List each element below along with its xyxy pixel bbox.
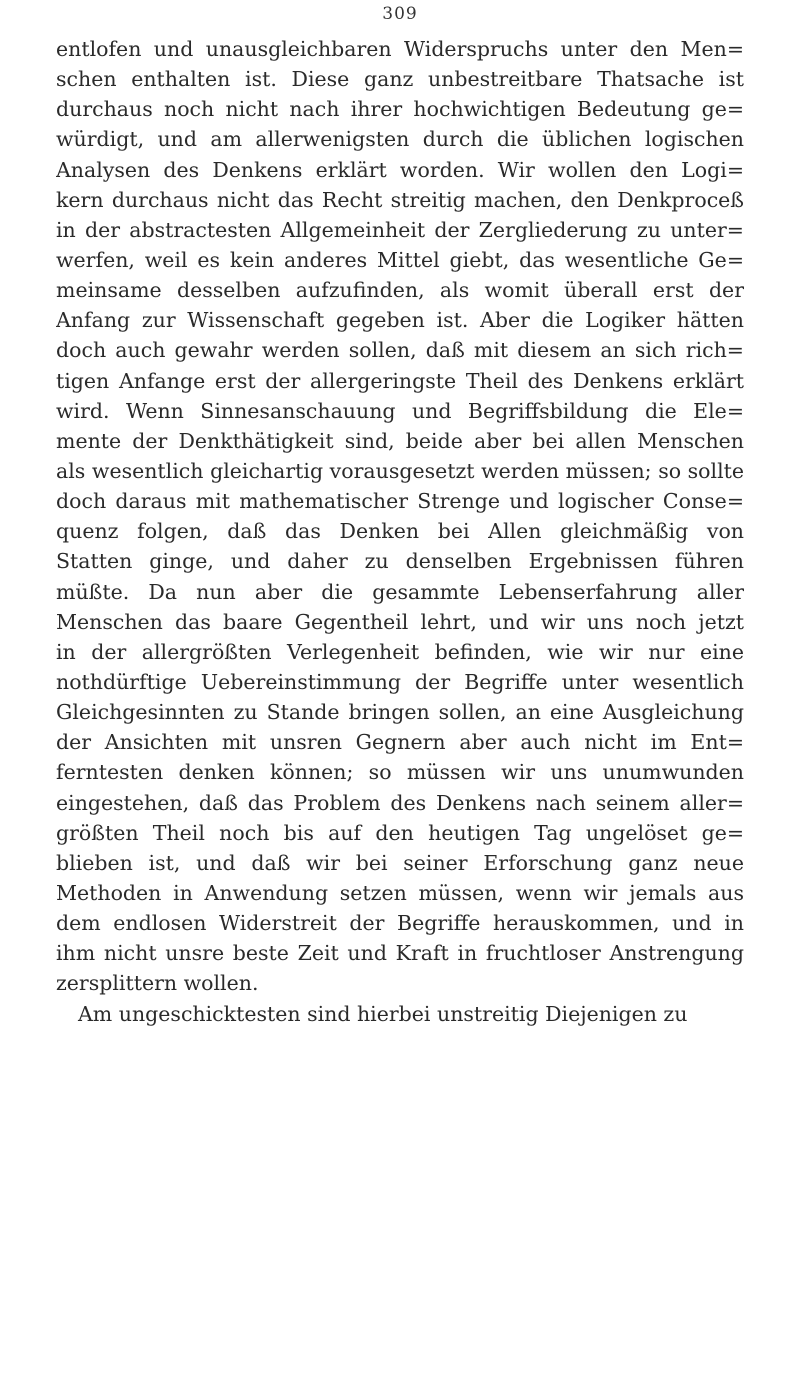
text-line: Gleichgesinnten zu Stande bringen sollen, an eine Ausgleichung bbox=[56, 700, 744, 725]
text-line: eingestehen, daß das Problem des Denkens nach seinem aller= bbox=[56, 790, 744, 815]
text-line: doch auch gewahr werden sollen, daß mit diesem an sich rich= bbox=[56, 338, 744, 363]
text-line: der Ansichten mit unsren Gegnern aber auch nicht im Ent= bbox=[56, 730, 744, 755]
text-line: in der abstractesten Allgemeinheit der Zergliederung zu unter= bbox=[56, 217, 744, 242]
text-line: zersplittern wollen. bbox=[56, 971, 259, 996]
text-line: Anfang zur Wissenschaft gegeben ist. Aber die Logiker hätten bbox=[56, 308, 744, 333]
page-number: 309 bbox=[382, 4, 418, 24]
text-line: ferntesten denken können; so müssen wir uns unumwunden bbox=[56, 760, 744, 785]
text-line: blieben ist, und daß wir bei seiner Erforschung ganz neue bbox=[56, 850, 744, 875]
body-text bbox=[56, 34, 744, 1029]
text-line: größten Theil noch bis auf den heutigen Tag ungelöset ge= bbox=[56, 820, 744, 845]
text-line: in der allergrößten Verlegenheit befinden, wie wir nur eine bbox=[56, 639, 744, 664]
text-line: mente der Denkthätigkeit sind, beide aber bei allen Menschen bbox=[56, 428, 744, 453]
text-line: entlofen und unausgleichbaren Widerspruchs unter den Men= bbox=[56, 37, 744, 61]
text-line: doch daraus mit mathematischer Strenge und logischer Conse= bbox=[56, 489, 744, 514]
text-line: nothdürftige Uebereinstimmung der Begriffe unter wesentlich bbox=[56, 669, 744, 694]
text-line: Methoden in Anwendung setzen müssen, wenn wir jemals aus bbox=[56, 880, 744, 905]
text-line: als wesentlich gleichartig vorausgesetzt werden müssen; so sollte bbox=[56, 458, 744, 483]
text-line: Analysen des Denkens erklärt worden. Wir wollen den Logi= bbox=[56, 157, 744, 182]
text-line: Am ungeschicktesten sind hierbei unstreitig Diejenigen zu bbox=[78, 1001, 688, 1026]
text-line: quenz folgen, daß das Denken bei Allen gleichmäßig von bbox=[56, 519, 744, 544]
text-line: werfen, weil es kein anderes Mittel giebt, das wesentliche Ge= bbox=[56, 247, 744, 272]
text-line: Statten ginge, und daher zu denselben Ergebnissen führen bbox=[56, 549, 744, 574]
text-line: kern durchaus nicht das Recht streitig machen, den Denkproceß bbox=[56, 187, 744, 212]
text-line: schen enthalten ist. Diese ganz unbestreitbare Thatsache ist bbox=[56, 67, 744, 92]
text-line: würdigt, und am allerwenigsten durch die üblichen logischen bbox=[56, 127, 744, 152]
text-line: müßte. Da nun aber die gesammte Lebenserfahrung aller bbox=[56, 579, 744, 604]
text-line: durchaus noch nicht nach ihrer hochwichtigen Bedeutung ge= bbox=[56, 97, 744, 122]
text-line: wird. Wenn Sinnesanschauung und Begriffsbildung die Ele= bbox=[56, 398, 744, 423]
text-line: Menschen das baare Gegentheil lehrt, und wir uns noch jetzt bbox=[56, 609, 744, 634]
text-line: meinsame desselben aufzufinden, als womit überall erst der bbox=[56, 278, 744, 303]
text-line: ihm nicht unsre beste Zeit und Kraft in fruchtloser Anstrengung bbox=[56, 941, 744, 966]
text-line: tigen Anfange erst der allergeringste Theil des Denkens erklärt bbox=[56, 368, 744, 393]
text-line: dem endlosen Widerstreit der Begriffe herauskommen, und in bbox=[56, 911, 744, 936]
